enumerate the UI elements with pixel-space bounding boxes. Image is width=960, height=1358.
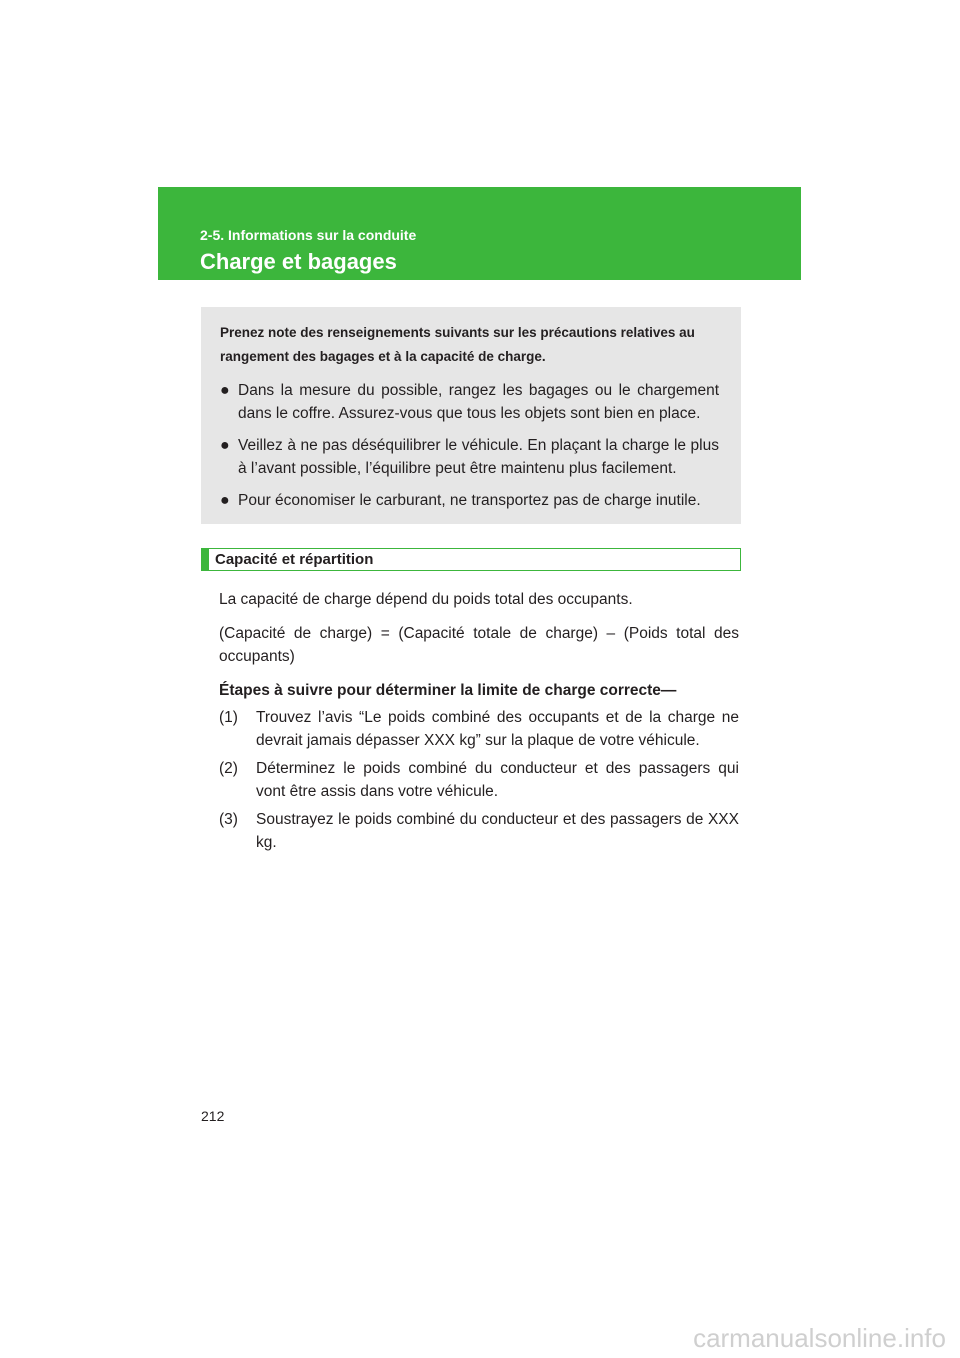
page-number: 212	[201, 1108, 225, 1124]
bullet-icon: ●	[220, 492, 230, 509]
page-title: Charge et bagages	[200, 249, 397, 274]
notice-bullet-text: Dans la mesure du possible, rangez les bagages ou le chargement dans le coffre. Assurez-vous que tous les objets sont bien en place.	[238, 382, 719, 422]
step-item	[219, 808, 739, 854]
chapter-header	[158, 187, 801, 280]
notice-bullet	[220, 489, 719, 512]
step-text: Trouvez l’avis “Le poids combiné des occupants et de la charge ne devrait jamais dépasser XXX kg” sur la plaque de votre véhicule.	[256, 709, 739, 749]
step-text: Soustrayez le poids combiné du conducteur et des passagers de XXX kg.	[256, 811, 739, 851]
bullet-icon: ●	[220, 437, 230, 454]
step-text: Déterminez le poids combiné du conducteur et des passagers qui vont être assis dans votre véhicule.	[256, 760, 739, 800]
notice-bullet-text: Pour économiser le carburant, ne transportez pas de charge inutile.	[238, 492, 701, 509]
notice-intro: Prenez note des renseignements suivants sur les précautions relatives au rangement des bagages et à la capacité de charge.	[220, 325, 695, 364]
step-number: (1)	[219, 709, 238, 726]
notice-bullet	[220, 434, 719, 480]
step-item	[219, 757, 739, 803]
notice-box	[201, 307, 741, 524]
step-number: (3)	[219, 811, 238, 828]
paragraph: (Capacité de charge) = (Capacité totale de charge) – (Poids total des occupants)	[219, 625, 739, 665]
paragraph: La capacité de charge dépend du poids total des occupants.	[219, 591, 633, 608]
notice-bullet-text: Veillez à ne pas déséquilibrer le véhicule. En plaçant la charge le plus à l’avant possible, l’équilibre peut être maintenu plus facilement.	[238, 437, 719, 477]
notice-bullet	[220, 379, 719, 425]
section-heading: Capacité et répartition	[201, 548, 741, 571]
step-number: (2)	[219, 760, 238, 777]
step-item	[219, 706, 739, 752]
watermark: carmanualsonline.info	[693, 1323, 946, 1353]
section-label: 2-5. Informations sur la conduite	[200, 227, 417, 243]
section-body	[219, 588, 739, 859]
steps-heading: Étapes à suivre pour déterminer la limite de charge correcte—	[219, 682, 677, 699]
bullet-icon: ●	[220, 382, 230, 399]
